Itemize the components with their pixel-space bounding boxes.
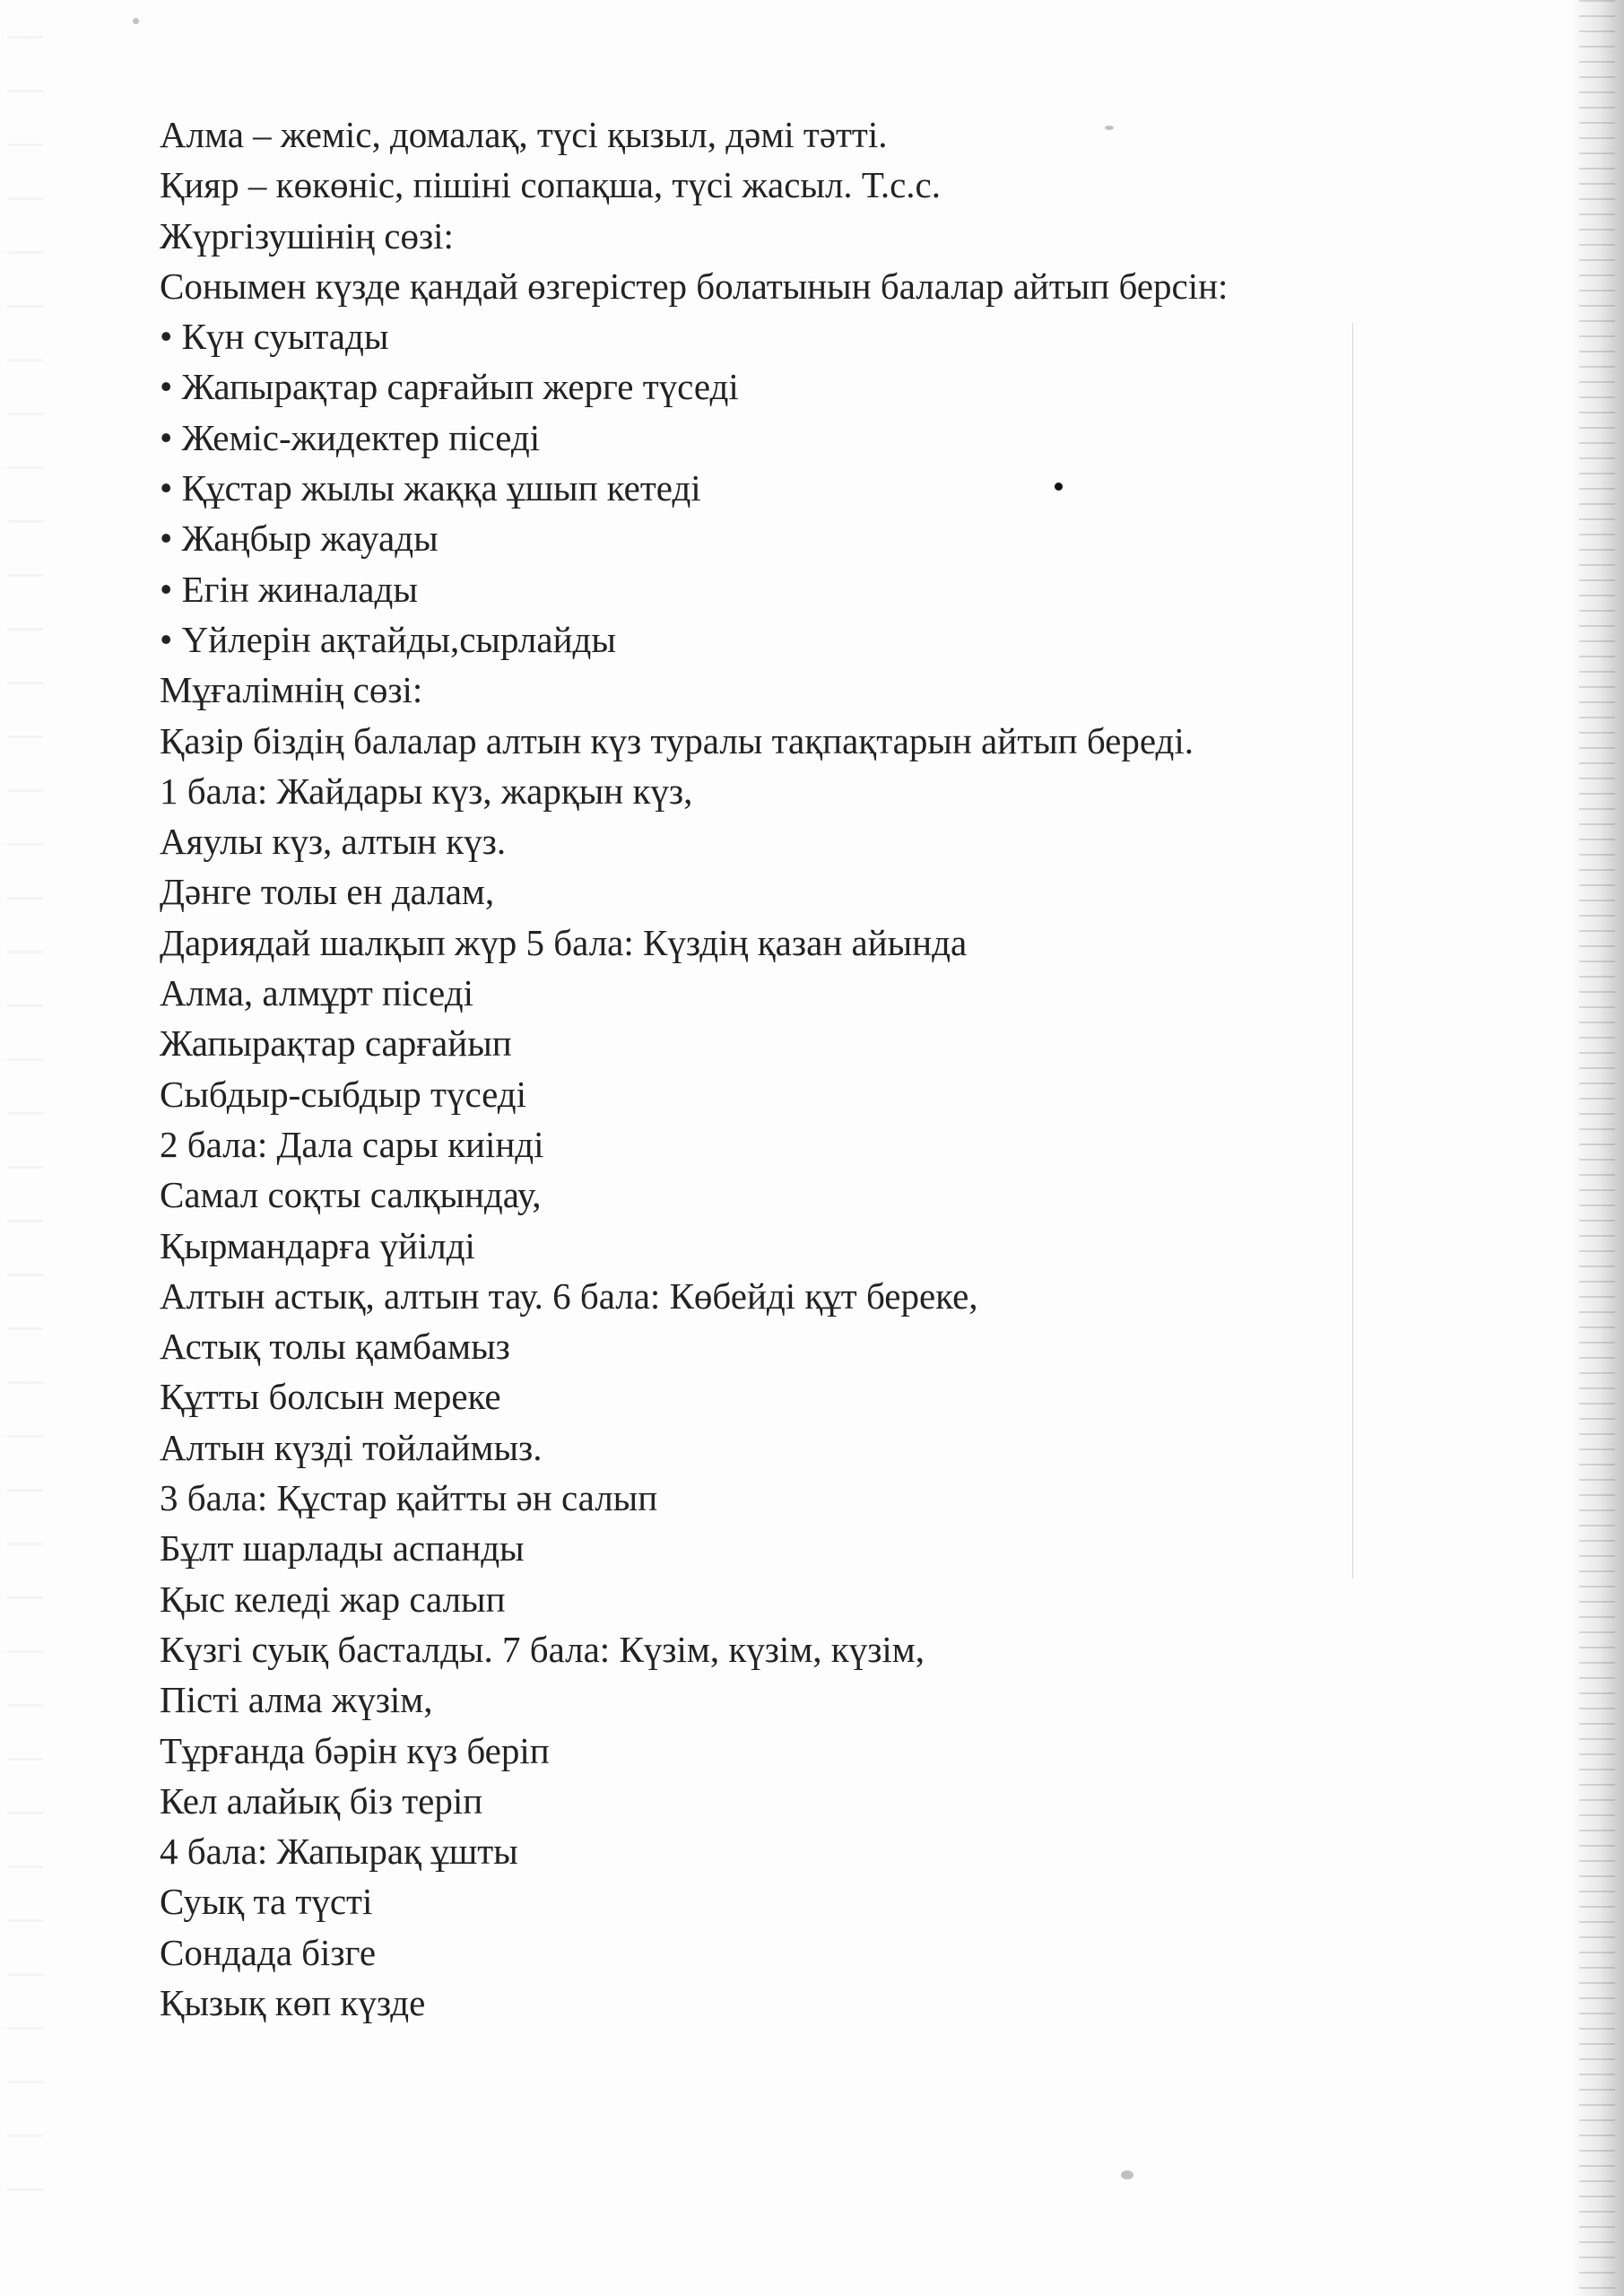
poem-line: Қызық көп күзде bbox=[160, 1981, 426, 2023]
poem-line: Самал соқты салқындау, bbox=[160, 1174, 542, 1216]
poem-line: Дариядай шалқып жүр 5 бала: Күздің қазан айында bbox=[160, 921, 968, 963]
poem-line: 4 бала: Жапырақ ұшты bbox=[160, 1831, 518, 1873]
poem-line: Сыбдыр-сыбдыр түседі bbox=[160, 1073, 527, 1115]
poem-line: Қыс келеді жар салып bbox=[160, 1578, 506, 1620]
bullet-item: • Жапырақтар сарғайып жерге түседі bbox=[160, 366, 739, 408]
bullet-item: • Егін жиналады bbox=[160, 568, 418, 610]
poem-line: Астық толы қамбамыз bbox=[160, 1326, 510, 1368]
poem-line: Құтты болсын мереке bbox=[160, 1376, 501, 1418]
text-line: Қазір біздің балалар алтын күз туралы тақпақтарын айтып береді. bbox=[160, 719, 1194, 761]
text-line: Жүргізушінің сөзі: bbox=[160, 214, 454, 257]
bullet-item: • Күн суытады bbox=[160, 316, 389, 358]
poem-line: Кел алайық біз теріп bbox=[160, 1779, 483, 1822]
scan-speck bbox=[133, 18, 139, 24]
bullet-item: • Құстар жылы жаққа ұшып кетеді bbox=[160, 467, 701, 509]
text-line: Алма – жеміс, домалақ, түсі қызыл, дәмі тәтті. bbox=[160, 114, 888, 155]
poem-line: Дәнге толы ен далам, bbox=[160, 871, 495, 913]
poem-line: Күзгі суық басталды. 7 бала: Күзім, күзім, күзім, bbox=[160, 1628, 925, 1670]
poem-line: 3 бала: Құстар қайтты ән салып bbox=[160, 1477, 658, 1519]
text-line: Сонымен күзде қандай өзгерістер болатынын балалар айтып берсін: bbox=[160, 265, 1229, 307]
text-line: Мұғалімнің сөзі: bbox=[160, 669, 423, 711]
poem-line: Алма, алмұрт піседі bbox=[160, 972, 473, 1014]
poem-line: Алтын астық, алтын тау. 6 бала: Көбейді құт береке, bbox=[160, 1274, 978, 1317]
poem-line: Бұлт шарлады аспанды bbox=[160, 1527, 525, 1570]
scan-edge-left bbox=[7, 36, 43, 2224]
poem-line: Жапырақтар сарғайып bbox=[160, 1022, 512, 1065]
poem-line: Суық та түсті bbox=[160, 1881, 373, 1923]
poem-line: Алтын күзді тойлаймыз. bbox=[160, 1426, 543, 1468]
poem-line: Қырмандарға үйілді bbox=[160, 1224, 475, 1266]
bullet-item: • Жеміс-жидектер піседі bbox=[160, 416, 541, 458]
poem-line: Пісті алма жүзім, bbox=[160, 1679, 433, 1721]
bullet-item: • Үйлерін ақтайды,сырлайды bbox=[160, 618, 616, 660]
bullet-item: • Жаңбыр жауады bbox=[160, 517, 439, 560]
scan-speck bbox=[1121, 2170, 1133, 2179]
text-line: Қияр – көкөніс, пішіні сопақша, түсі жасыл. Т.с.с. bbox=[160, 164, 941, 206]
poem-line: Сондада бізге bbox=[160, 1931, 377, 1973]
poem-line: 2 бала: Дала сары киінді bbox=[160, 1123, 544, 1165]
document-body bbox=[160, 109, 1505, 2028]
scan-edge-specks bbox=[1579, 0, 1615, 2296]
poem-line: Аяулы күз, алтын күз. bbox=[160, 821, 507, 863]
poem-line: Тұрғанда бәрін күз беріп bbox=[160, 1729, 550, 1771]
poem-line: 1 бала: Жайдары күз, жарқын күз, bbox=[160, 770, 693, 812]
